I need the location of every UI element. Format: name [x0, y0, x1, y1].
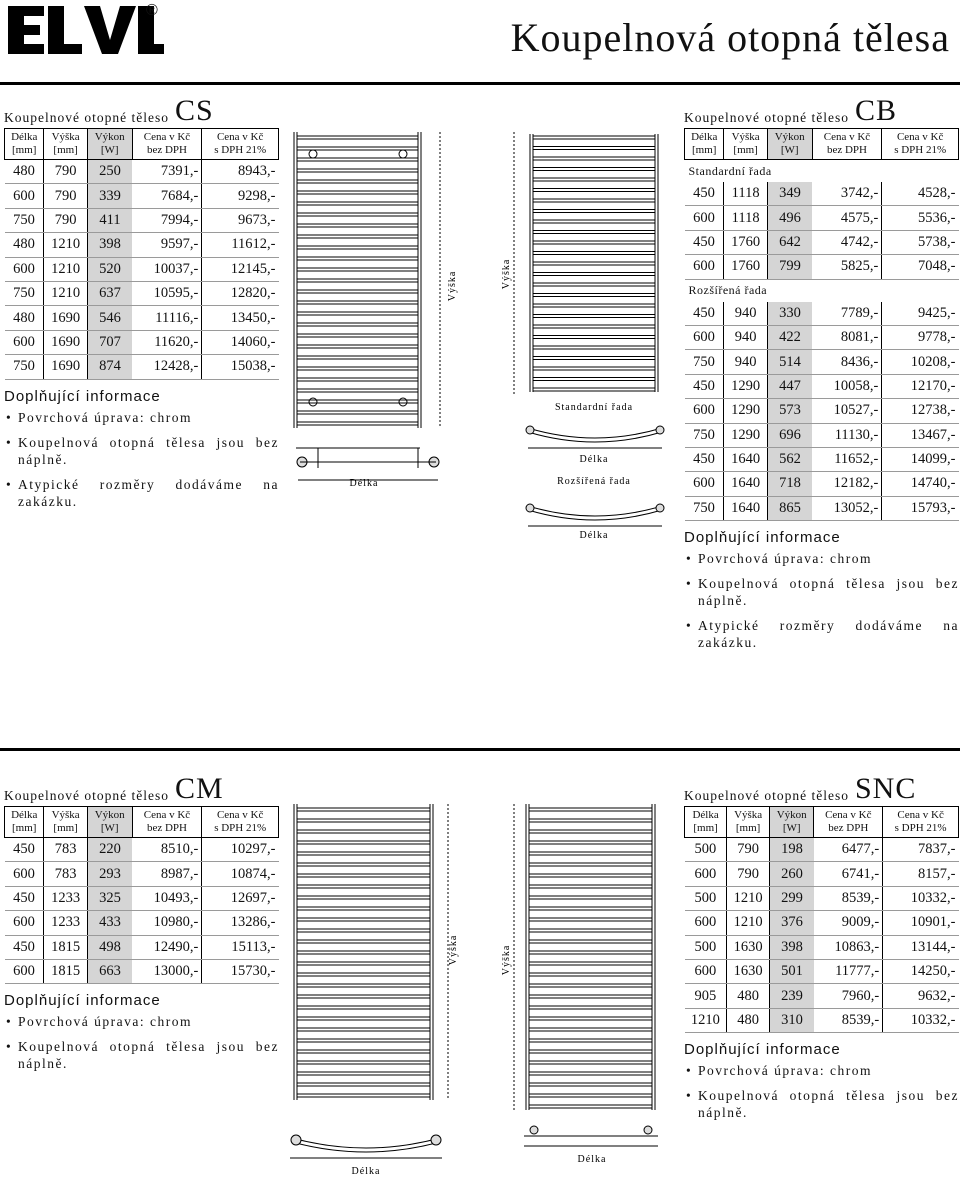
cell-vyska: 1815: [44, 959, 87, 983]
cell-vykon: 498: [87, 935, 132, 959]
cell-vyska: 480: [727, 1008, 770, 1032]
column-header-delka: Délka [mm]: [5, 807, 44, 838]
table-row: [685, 472, 959, 496]
cell-vykon: 398: [87, 233, 132, 257]
cell-delka: 750: [5, 281, 44, 305]
model-code: SNC: [854, 772, 917, 805]
cell-cena-bez: 9597,-: [132, 233, 202, 257]
cell-vykon: 325: [87, 886, 132, 910]
cell-cena-bez: 11116,-: [132, 306, 202, 330]
cell-cena-s: 11612,-: [202, 233, 279, 257]
section-cm: [4, 774, 279, 1080]
info-title: Doplňující informace: [684, 1041, 841, 1059]
table-row: [685, 325, 959, 349]
cell-delka: 750: [5, 355, 44, 379]
table-row: [5, 862, 279, 886]
cell-vyska: 1690: [44, 306, 87, 330]
table-row: [5, 355, 279, 379]
cell-delka: 450: [5, 886, 44, 910]
cell-cena-bez: 8081,-: [812, 325, 882, 349]
cell-cena-bez: 4575,-: [812, 206, 882, 230]
cell-vyska: 1290: [724, 374, 767, 398]
cell-vyska: 1210: [44, 281, 87, 305]
cell-cena-s: 5536,-: [882, 206, 959, 230]
cell-cena-bez: 5825,-: [812, 255, 882, 279]
cell-vyska: 1690: [44, 330, 87, 354]
cell-vyska: 783: [44, 838, 87, 862]
table-row: [685, 374, 959, 398]
page-title: Koupelnová otopná tělesa: [510, 15, 950, 60]
cell-delka: 750: [685, 423, 724, 447]
column-header-cena-bez: Cena v Kč bez DPH: [812, 129, 882, 160]
cell-vyska: 480: [727, 984, 770, 1008]
cell-vykon: 330: [767, 302, 812, 326]
cell-vyska: 1290: [724, 423, 767, 447]
cell-vykon: 663: [87, 959, 132, 983]
series-subheader: [685, 160, 959, 183]
cell-cena-s: 10208,-: [882, 350, 959, 374]
table-row: [5, 330, 279, 354]
cell-cena-bez: 10527,-: [812, 399, 882, 423]
cell-vyska: 1640: [724, 447, 767, 471]
cell-vyska: 790: [727, 862, 770, 886]
info-title: Doplňující informace: [4, 992, 161, 1010]
column-header-cena-bez: Cena v Kč bez DPH: [132, 807, 202, 838]
cell-cena-s: 15730,-: [202, 959, 279, 983]
cell-cena-bez: 8539,-: [814, 886, 883, 910]
cell-cena-s: 15793,-: [882, 496, 959, 520]
cell-cena-bez: 8539,-: [814, 1008, 883, 1032]
cell-cena-bez: 6477,-: [814, 838, 883, 862]
dim-vyska-label: Výška: [501, 944, 512, 976]
cell-cena-bez: 7994,-: [132, 208, 202, 232]
cell-vykon: 349: [767, 182, 812, 206]
cell-cena-bez: 8510,-: [132, 838, 202, 862]
cell-cena-s: 10901,-: [883, 911, 959, 935]
section-title: Koupelnové otopné těleso SNC: [684, 772, 917, 805]
cell-cena-bez: 10037,-: [132, 257, 202, 281]
cell-cena-s: 13286,-: [202, 911, 279, 935]
cell-vykon: 293: [87, 862, 132, 886]
dim-vyska-label: Výška: [447, 270, 458, 302]
table-row: [685, 984, 959, 1008]
cell-delka: 450: [685, 374, 724, 398]
cell-vykon: 422: [767, 325, 812, 349]
column-header-vyska: Výška [mm]: [727, 807, 770, 838]
cell-vykon: 260: [770, 862, 814, 886]
dim-delka-label: Délka: [579, 454, 609, 465]
column-header-vykon: Výkon [W]: [87, 129, 132, 160]
cell-delka: 480: [5, 306, 44, 330]
cell-cena-bez: 7684,-: [132, 184, 202, 208]
cell-vykon: 562: [767, 447, 812, 471]
table-row: [5, 257, 279, 281]
cell-cena-bez: 10863,-: [814, 935, 883, 959]
table-row: [685, 423, 959, 447]
cell-vyska: 1815: [44, 935, 87, 959]
note-item: • Povrchová úprava: chrom: [4, 409, 279, 426]
table-row: [685, 935, 959, 959]
radiator-cs-drawing: [288, 128, 458, 493]
cell-cena-s: 12738,-: [882, 399, 959, 423]
cell-vykon: 799: [767, 255, 812, 279]
elvl-logo: [6, 4, 166, 60]
cell-cena-s: 12145,-: [202, 257, 279, 281]
note-item: • Atypické rozměry dodáváme na zakázku.: [684, 617, 959, 651]
cell-cena-s: 12820,-: [202, 281, 279, 305]
table-row: [5, 160, 279, 184]
note-item: • Atypické rozměry dodáváme na zakázku.: [4, 476, 279, 510]
cell-vykon: 718: [767, 472, 812, 496]
table-row: [5, 281, 279, 305]
cell-cena-bez: 7789,-: [812, 302, 882, 326]
info-title: Doplňující informace: [4, 387, 161, 405]
table-row: [5, 233, 279, 257]
section-title: Koupelnové otopné těleso CB: [684, 94, 897, 127]
cell-vykon: 376: [770, 911, 814, 935]
price-table: [684, 806, 959, 1033]
cell-vykon: 411: [87, 208, 132, 232]
table-row: [685, 1008, 959, 1032]
column-header-cena-s: Cena v Kč s DPH 21%: [882, 129, 959, 160]
table-row: [5, 911, 279, 935]
cell-cena-bez: 7960,-: [814, 984, 883, 1008]
column-header-vykon: Výkon [W]: [87, 807, 132, 838]
table-row: [685, 959, 959, 983]
cell-cena-s: 7837,-: [883, 838, 959, 862]
cell-vykon: 573: [767, 399, 812, 423]
cell-vyska: 1640: [724, 496, 767, 520]
cell-cena-s: 8943,-: [202, 160, 279, 184]
model-code: CS: [174, 94, 214, 127]
table-header: [5, 807, 279, 838]
cell-cena-s: 9632,-: [883, 984, 959, 1008]
cell-delka: 500: [685, 935, 727, 959]
cell-vyska: 1118: [724, 206, 767, 230]
column-header-cena-s: Cena v Kč s DPH 21%: [202, 129, 279, 160]
column-header-cena-bez: Cena v Kč bez DPH: [814, 807, 883, 838]
table-row: [685, 447, 959, 471]
cell-delka: 480: [5, 233, 44, 257]
column-header-delka: Délka [mm]: [685, 807, 727, 838]
cell-vykon: 637: [87, 281, 132, 305]
series-label: Rozšířená řada: [685, 279, 959, 302]
cell-delka: 600: [5, 911, 44, 935]
cell-cena-bez: 12182,-: [812, 472, 882, 496]
cell-delka: 450: [685, 230, 724, 254]
cell-cena-s: 7048,-: [882, 255, 959, 279]
cell-delka: 450: [5, 838, 44, 862]
cell-vyska: 1630: [727, 959, 770, 983]
cell-delka: 600: [685, 325, 724, 349]
notes-list: [4, 409, 279, 510]
cell-cena-s: 15038,-: [202, 355, 279, 379]
cell-cena-bez: 10493,-: [132, 886, 202, 910]
cell-cena-s: 10332,-: [883, 1008, 959, 1032]
cell-cena-bez: 10058,-: [812, 374, 882, 398]
cell-vyska: 790: [44, 160, 87, 184]
cell-cena-bez: 10980,-: [132, 911, 202, 935]
model-code: CB: [854, 94, 897, 127]
cell-cena-s: 5738,-: [882, 230, 959, 254]
cell-delka: 600: [685, 255, 724, 279]
column-header-delka: Délka [mm]: [5, 129, 44, 160]
registered-mark: ®: [146, 2, 158, 19]
cell-cena-bez: 13000,-: [132, 959, 202, 983]
cell-vyska: 1760: [724, 255, 767, 279]
middle-rule: [0, 748, 960, 751]
table-header: [5, 129, 279, 160]
series-label: Standardní řada: [685, 160, 959, 183]
cell-cena-bez: 11620,-: [132, 330, 202, 354]
cell-cena-bez: 8987,-: [132, 862, 202, 886]
table-header: [685, 129, 959, 160]
cell-cena-bez: 12490,-: [132, 935, 202, 959]
cell-vykon: 707: [87, 330, 132, 354]
cell-cena-s: 9673,-: [202, 208, 279, 232]
column-header-vykon: Výkon [W]: [767, 129, 812, 160]
dim-delka-label: Délka: [349, 478, 379, 489]
cell-cena-s: 9425,-: [882, 302, 959, 326]
note-item: • Povrchová úprava: chrom: [684, 1062, 959, 1079]
table-row: [5, 959, 279, 983]
cell-vyska: 1210: [727, 886, 770, 910]
table-row: [685, 206, 959, 230]
table-row: [685, 862, 959, 886]
cell-vyska: 1210: [44, 233, 87, 257]
cell-delka: 600: [5, 257, 44, 281]
cell-vyska: 1210: [727, 911, 770, 935]
notes-list: [684, 550, 959, 651]
note-item: • Povrchová úprava: chrom: [684, 550, 959, 567]
cell-cena-s: 10297,-: [202, 838, 279, 862]
dim-delka-label: Délka: [577, 1154, 607, 1165]
cell-vykon: 398: [770, 935, 814, 959]
cell-delka: 600: [5, 959, 44, 983]
cell-delka: 600: [685, 959, 727, 983]
cell-cena-s: 13467,-: [882, 423, 959, 447]
series-subheader: [685, 279, 959, 302]
price-table: [684, 128, 959, 521]
section-title: Koupelnové otopné těleso CS: [4, 94, 214, 127]
cell-cena-s: 14060,-: [202, 330, 279, 354]
cell-cena-s: 14250,-: [883, 959, 959, 983]
cell-vykon: 220: [87, 838, 132, 862]
cell-delka: 600: [685, 911, 727, 935]
cell-cena-bez: 9009,-: [814, 911, 883, 935]
section-cs: [4, 96, 279, 518]
cell-vyska: 1630: [727, 935, 770, 959]
cell-vyska: 1210: [44, 257, 87, 281]
cell-delka: 480: [5, 160, 44, 184]
cell-delka: 600: [5, 330, 44, 354]
cell-cena-bez: 7391,-: [132, 160, 202, 184]
column-header-vyska: Výška [mm]: [44, 129, 87, 160]
cell-cena-s: 15113,-: [202, 935, 279, 959]
dim-vyska-label: Výška: [448, 934, 459, 966]
note-item: • Koupelnová otopná tělesa jsou bez náplně.: [4, 434, 279, 468]
cell-cena-s: 9778,-: [882, 325, 959, 349]
table-row: [685, 838, 959, 862]
cell-delka: 450: [685, 302, 724, 326]
column-header-cena-bez: Cena v Kč bez DPH: [132, 129, 202, 160]
cell-vyska: 940: [724, 302, 767, 326]
cell-delka: 450: [685, 447, 724, 471]
cell-cena-s: 12697,-: [202, 886, 279, 910]
column-header-vyska: Výška [mm]: [724, 129, 767, 160]
dim-delka-label: Délka: [579, 530, 609, 541]
info-title: Doplňující informace: [684, 529, 841, 547]
cell-vykon: 520: [87, 257, 132, 281]
radiator-snc-drawing: [500, 800, 680, 1170]
cell-delka: 600: [685, 206, 724, 230]
cell-vykon: 865: [767, 496, 812, 520]
cell-delka: 750: [685, 496, 724, 520]
dim-delka-label: Délka: [351, 1166, 381, 1177]
cell-cena-bez: 3742,-: [812, 182, 882, 206]
cell-cena-s: 8157,-: [883, 862, 959, 886]
cell-vykon: 433: [87, 911, 132, 935]
cell-vyska: 1760: [724, 230, 767, 254]
cell-vyska: 790: [44, 208, 87, 232]
cell-vykon: 874: [87, 355, 132, 379]
cell-vyska: 1690: [44, 355, 87, 379]
table-row: [685, 350, 959, 374]
section-snc: [684, 774, 959, 1129]
cell-vykon: 447: [767, 374, 812, 398]
cell-cena-bez: 11130,-: [812, 423, 882, 447]
cell-vykon: 239: [770, 984, 814, 1008]
cell-cena-bez: 8436,-: [812, 350, 882, 374]
cell-cena-s: 14099,-: [882, 447, 959, 471]
cell-cena-bez: 6741,-: [814, 862, 883, 886]
radiator-cm-drawing: [288, 800, 463, 1180]
standard-series-label: Standardní řada: [554, 402, 634, 413]
table-header: [685, 807, 959, 838]
table-row: [5, 935, 279, 959]
cell-vykon: 496: [767, 206, 812, 230]
table-row: [685, 399, 959, 423]
price-table: [4, 128, 279, 380]
cell-vykon: 310: [770, 1008, 814, 1032]
cell-vyska: 790: [44, 184, 87, 208]
note-item: • Koupelnová otopná tělesa jsou bez náplně.: [684, 1087, 959, 1121]
notes-list: [4, 1013, 279, 1072]
note-item: • Povrchová úprava: chrom: [4, 1013, 279, 1030]
table-row: [685, 886, 959, 910]
cell-delka: 1210: [685, 1008, 727, 1032]
column-header-cena-s: Cena v Kč s DPH 21%: [883, 807, 959, 838]
cell-vyska: 1640: [724, 472, 767, 496]
cell-delka: 750: [5, 208, 44, 232]
cell-vykon: 642: [767, 230, 812, 254]
cell-cena-s: 10874,-: [202, 862, 279, 886]
cell-vyska: 783: [44, 862, 87, 886]
cell-delka: 600: [5, 862, 44, 886]
cell-vyska: 1233: [44, 911, 87, 935]
cell-vyska: 1233: [44, 886, 87, 910]
cell-delka: 450: [5, 935, 44, 959]
column-header-vykon: Výkon [W]: [770, 807, 814, 838]
table-row: [685, 230, 959, 254]
cell-vykon: 250: [87, 160, 132, 184]
cell-delka: 905: [685, 984, 727, 1008]
note-item: • Koupelnová otopná tělesa jsou bez náplně.: [4, 1038, 279, 1072]
cell-vykon: 198: [770, 838, 814, 862]
table-row: [685, 496, 959, 520]
cell-cena-s: 12170,-: [882, 374, 959, 398]
cell-delka: 600: [685, 399, 724, 423]
cell-vyska: 940: [724, 325, 767, 349]
dim-vyska-label: Výška: [501, 258, 512, 290]
price-table: [4, 806, 279, 984]
table-row: [685, 302, 959, 326]
table-row: [685, 182, 959, 206]
cell-cena-bez: 12428,-: [132, 355, 202, 379]
column-header-cena-s: Cena v Kč s DPH 21%: [202, 807, 279, 838]
cell-vyska: 940: [724, 350, 767, 374]
cell-vyska: 790: [727, 838, 770, 862]
notes-list: [684, 1062, 959, 1121]
table-row: [685, 255, 959, 279]
table-row: [685, 911, 959, 935]
cell-cena-s: 9298,-: [202, 184, 279, 208]
cell-vykon: 546: [87, 306, 132, 330]
note-item: • Koupelnová otopná tělesa jsou bez náplně.: [684, 575, 959, 609]
cell-cena-s: 4528,-: [882, 182, 959, 206]
cell-delka: 500: [685, 838, 727, 862]
radiator-cb-drawing: [500, 128, 680, 548]
cell-delka: 750: [685, 350, 724, 374]
header-rule: [0, 82, 960, 85]
column-header-delka: Délka [mm]: [685, 129, 724, 160]
table-row: [5, 838, 279, 862]
model-code: CM: [174, 772, 224, 805]
cell-cena-s: 14740,-: [882, 472, 959, 496]
column-header-vyska: Výška [mm]: [44, 807, 87, 838]
table-row: [5, 306, 279, 330]
cell-delka: 600: [5, 184, 44, 208]
cell-cena-bez: 11652,-: [812, 447, 882, 471]
cell-cena-bez: 10595,-: [132, 281, 202, 305]
cell-vyska: 1290: [724, 399, 767, 423]
cell-vykon: 514: [767, 350, 812, 374]
cell-cena-s: 10332,-: [883, 886, 959, 910]
cell-cena-s: 13450,-: [202, 306, 279, 330]
cell-delka: 600: [685, 472, 724, 496]
cell-vykon: 501: [770, 959, 814, 983]
cell-vykon: 696: [767, 423, 812, 447]
cell-delka: 450: [685, 182, 724, 206]
table-row: [5, 208, 279, 232]
table-row: [5, 886, 279, 910]
cell-vyska: 1118: [724, 182, 767, 206]
cell-vykon: 339: [87, 184, 132, 208]
extended-series-label: Rozšířená řada: [557, 476, 631, 487]
cell-cena-bez: 11777,-: [814, 959, 883, 983]
cell-cena-bez: 4742,-: [812, 230, 882, 254]
cell-vykon: 299: [770, 886, 814, 910]
cell-cena-bez: 13052,-: [812, 496, 882, 520]
cell-delka: 600: [685, 862, 727, 886]
table-row: [5, 184, 279, 208]
cell-cena-s: 13144,-: [883, 935, 959, 959]
section-title: Koupelnové otopné těleso CM: [4, 772, 224, 805]
cell-delka: 500: [685, 886, 727, 910]
section-cb: [684, 96, 959, 659]
